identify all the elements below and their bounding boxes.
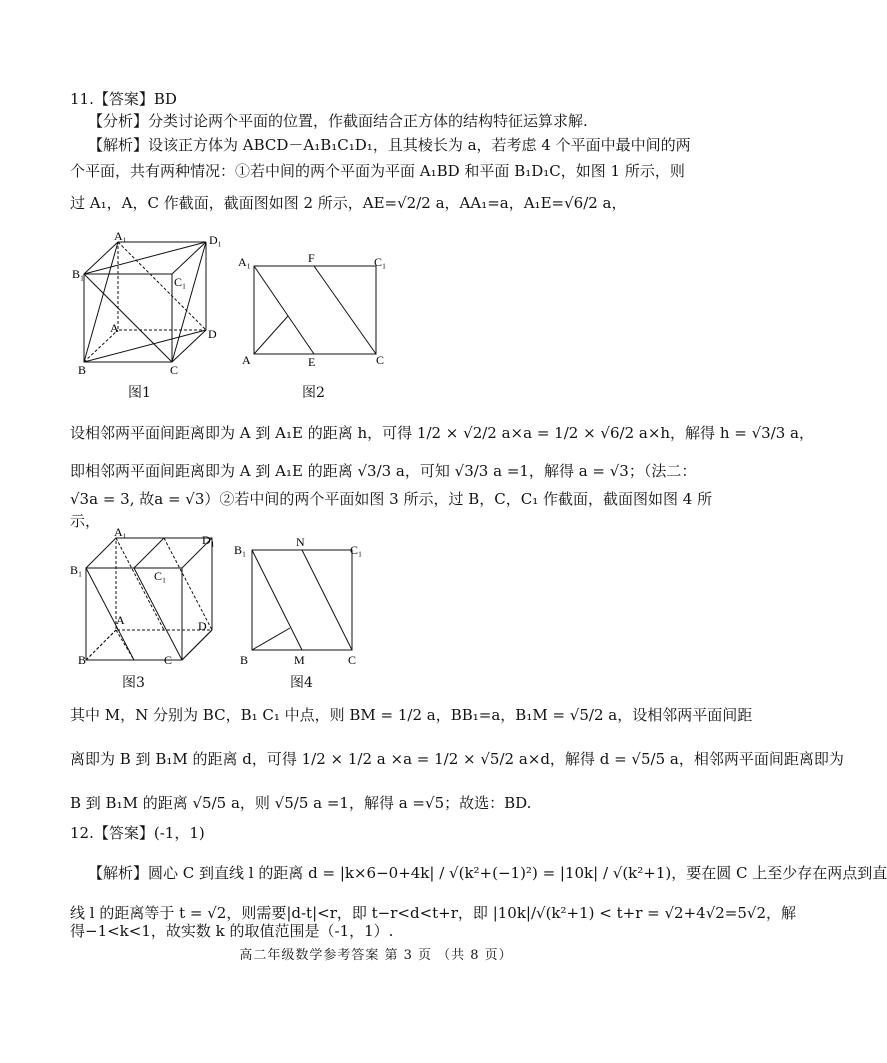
fig2-label-F: F — [308, 251, 315, 265]
fig1-label-A1: A₁ — [114, 229, 127, 243]
fig1-label-C: C — [170, 363, 179, 377]
fig4-label-C1: C₁ — [350, 543, 363, 557]
fig1-label-D: D — [208, 327, 217, 341]
figure-1-caption: 图1 — [128, 385, 151, 401]
q12-solution-line-1: 【解析】圆心 C 到直线 l 的距离 d = |k×6−0+4k| / √(k²+(−1)²) = |10k| / √(k²+1)，要在圆 C 上至少存在两点到直 — [88, 864, 887, 882]
q11-para3-line-3: B 到 B₁M 的距离 √5/5 a，则 √5/5 a =1，解得 a =√5；故选：BD. — [70, 794, 532, 812]
fig4-label-N: N — [296, 535, 305, 549]
fig3-label-C1: C₁ — [154, 569, 167, 583]
fig3-label-A: A — [116, 613, 125, 627]
fig2-label-C1: C₁ — [374, 255, 387, 269]
fig1-label-B: B — [78, 363, 87, 377]
fig1-label-B1: B₁ — [72, 267, 85, 281]
q11-solution-line-3: 过 A₁，A，C 作截面，截面图如图 2 所示，AE=√2/2 a，AA₁=a，A₁E=√6/2 a， — [70, 194, 627, 212]
q12-solution-line-3: 得−1<k<1，故实数 k 的取值范围是（-1，1）. — [70, 922, 394, 940]
figure-3-caption: 图3 — [122, 675, 145, 691]
fig2-label-E: E — [308, 355, 316, 369]
fig3-label-C: C — [164, 653, 173, 667]
fig2-label-C: C — [376, 353, 385, 367]
fig4-label-B1: B₁ — [234, 543, 247, 557]
q11-solution-line-1: 【解析】设该正方体为 ABCD－A₁B₁C₁D₁，且其棱长为 a，若考虑 4 个平面中最中间的两 — [88, 136, 691, 154]
fig3-label-B: B — [78, 653, 87, 667]
fig4-label-B: B — [240, 653, 249, 667]
q11-para2-line-3: √3a = 3, 故a = √3）②若中间的两个平面如图 3 所示，过 B，C，C₁ 作截面，截面图如图 4 所 — [70, 490, 713, 508]
q11-para3-line-2: 离即为 B 到 B₁M 的距离 d，可得 1/2 × 1/2 a ×a = 1/2 × √5/2 a×d，解得 d = √5/5 a，相邻两平面间距离即为 — [70, 750, 844, 768]
q11-solution-line-2: 个平面，共有两种情况：①若中间的两个平面为平面 A₁BD 和平面 B₁D₁C，如图 1 所示，则 — [70, 162, 685, 180]
figure-1-cube — [72, 228, 232, 378]
figure-4-caption: 图4 — [290, 675, 313, 691]
q11-para3-line-1: 其中 M，N 分别为 BC，B₁ C₁ 中点，则 BM = 1/2 a，BB₁=a，B₁M = √5/2 a，设相邻两平面间距 — [70, 706, 753, 724]
fig4-label-M: M — [294, 653, 305, 667]
q12-answer: 12.【答案】(-1，1) — [70, 824, 205, 842]
figure-2-caption: 图2 — [302, 385, 325, 401]
q11-para2-line-4: 示， — [70, 512, 101, 530]
page-footer: 高二年级数学参考答案 第 3 页 （共 8 页） — [239, 948, 513, 963]
fig2-label-A1: A₁ — [238, 255, 251, 269]
q11-para2-line-2: 即相邻两平面间距离即为 A 到 A₁E 的距离 √3/3 a，可知 √3/3 a =1，解得 a = √3；（法二： — [70, 462, 697, 480]
fig1-label-C1: C₁ — [174, 275, 187, 289]
q11-answer: 11.【答案】BD — [70, 90, 177, 108]
q12-solution-line-2: 线 l 的距离等于 t = √2，则需要|d-t|<r，即 t−r<d<t+r，即 |10k|/√(k²+1) < t+r = √2+4√2=5√2，解 — [70, 904, 797, 922]
fig3-label-D: D — [198, 619, 207, 633]
fig3-label-A1: A₁ — [114, 525, 127, 539]
figure-2-section — [236, 250, 396, 372]
figure-4-section — [232, 536, 372, 666]
fig1-label-D1: D₁ — [209, 233, 222, 247]
fig2-label-A: A — [242, 353, 251, 367]
fig3-label-B1: B₁ — [70, 563, 83, 577]
figure-3-cube — [66, 525, 226, 667]
fig3-label-D1: D₁ — [202, 533, 215, 547]
fig1-label-A: A — [110, 321, 119, 335]
fig4-label-C: C — [348, 653, 357, 667]
q11-analysis: 【分析】分类讨论两个平面的位置，作截面结合正方体的结构特征运算求解. — [88, 112, 588, 130]
q11-para2-line-1: 设相邻两平面间距离即为 A 到 A₁E 的距离 h，可得 1/2 × √2/2 a×a = 1/2 × √6/2 a×h，解得 h = √3/3 a， — [70, 424, 814, 442]
